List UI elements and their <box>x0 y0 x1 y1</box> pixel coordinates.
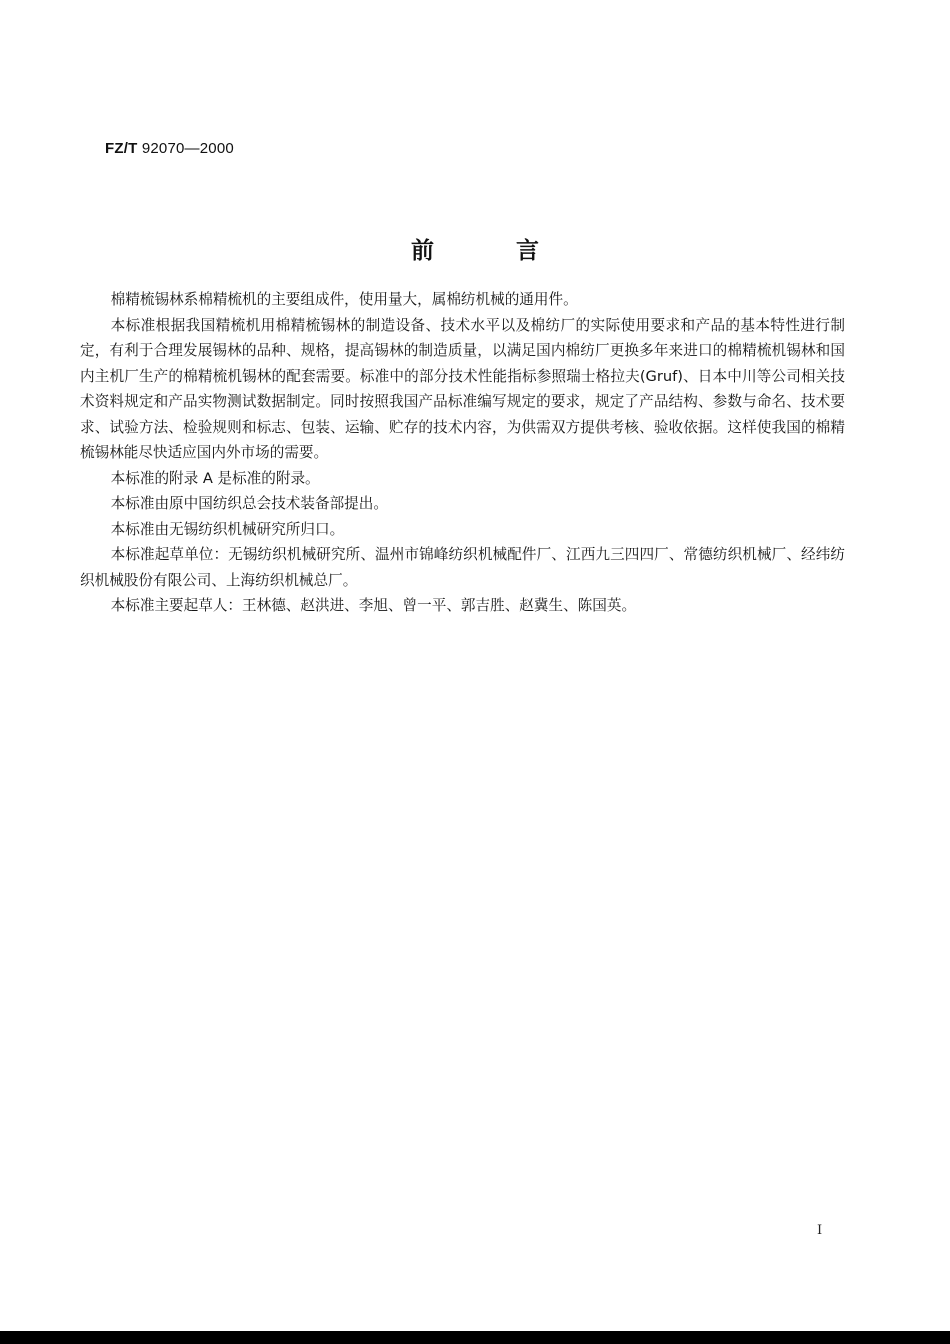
foreword-body <box>80 287 845 619</box>
paragraph-appendix: 本标准的附录 A 是标准的附录。 <box>110 469 320 487</box>
standard-code-number: 92070—2000 <box>141 140 234 157</box>
page-number: I <box>817 1223 823 1238</box>
paragraph-proposer: 本标准由原中国纺织总会技术装备部提出。 <box>110 495 388 512</box>
page-title-char-1: 前 <box>411 238 434 264</box>
page-title-char-2: 言 <box>516 238 539 264</box>
page-title <box>0 232 950 265</box>
standard-code-prefix: FZ/T <box>105 140 138 157</box>
paragraph-administrator: 本标准由无锡纺织机械研究所归口。 <box>110 520 345 538</box>
standard-code <box>105 140 234 157</box>
paragraph-basis: 本标准根据我国精梳机用棉精梳锡林的制造设备、技术水平以及棉纺厂的实际使用要求和产品的基本特性进行制定，有利于合理发展锡林的品种、规格，提高锡林的制造质量，以满足国内棉纺厂更换多年来进口的棉精梳机锡林和国内主机厂生产的棉精梳机锡林的配套需要。标准中的部分技术性能指标参照瑞士格拉夫(Gruf)、日本中川等公司相关技术资料规定和产品实物测试数据制定。同时按照我国产品标准编写规定的要求，规定了产品结构、参数与命名、技术要求、试验方法、检验规则和标志、包装、运输、贮存的技术内容，为供需双方提供考核、验收依据。这样使我国的棉精梳锡林能尽快适应国内外市场的需要。 <box>80 316 845 461</box>
paragraph-intro: 棉精梳锡林系棉精梳机的主要组成件，使用量大，属棉纺机械的通用件。 <box>110 291 578 308</box>
bottom-border <box>0 1331 950 1344</box>
paragraph-drafters: 本标准主要起草人：王林德、赵洪进、李旭、曾一平、郭吉胜、赵冀生、陈国英。 <box>110 597 637 614</box>
paragraph-drafting-units: 本标准起草单位：无锡纺织机械研究所、温州市锦峰纺织机械配件厂、江西九三四四厂、常德纺织机械厂、经纬纺织机械股份有限公司、上海纺织机械总厂。 <box>80 546 845 589</box>
